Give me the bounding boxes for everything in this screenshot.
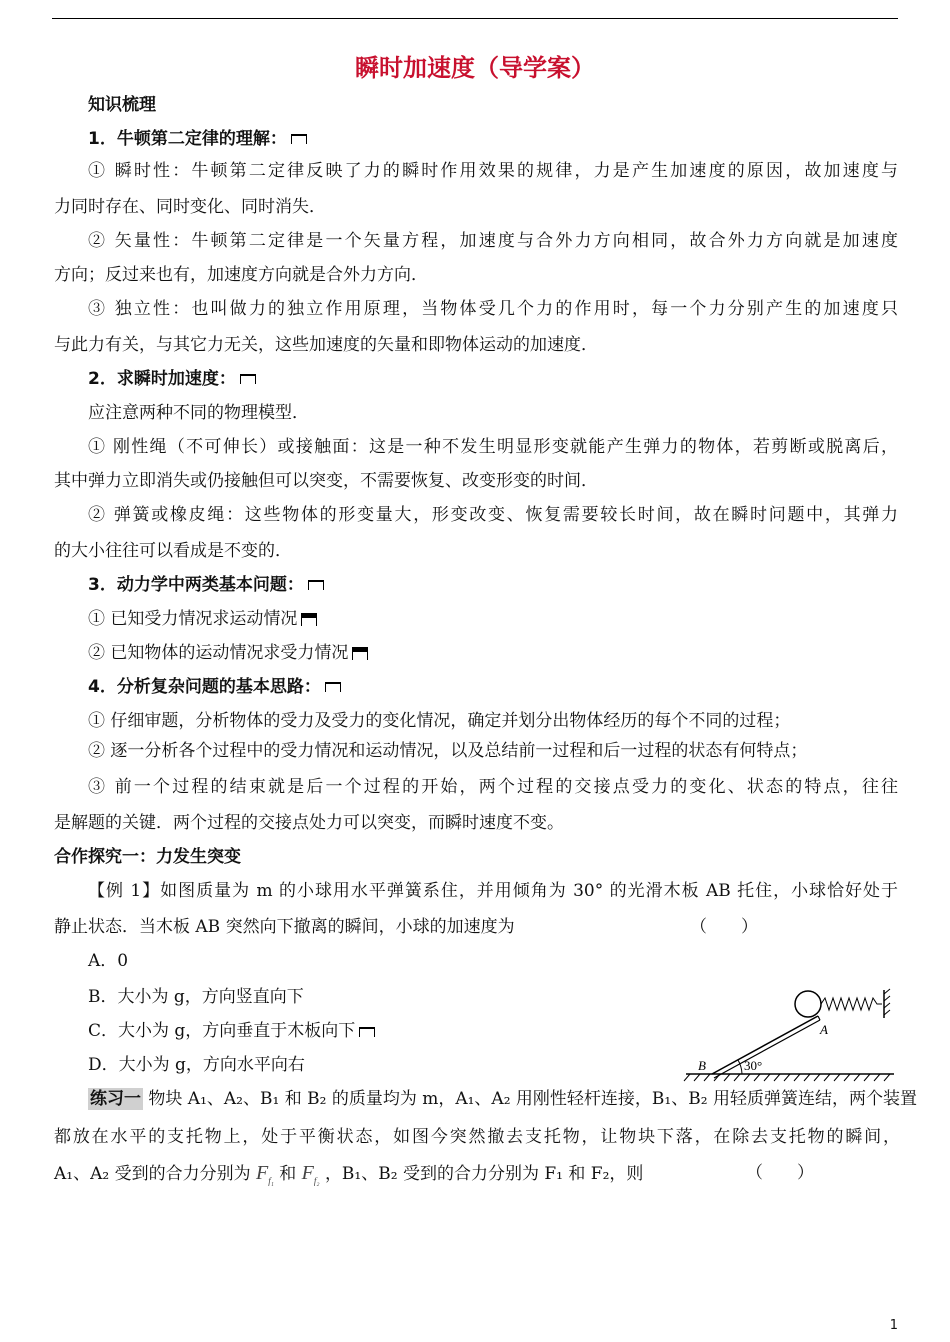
practice-tag: 练习一 xyxy=(90,1089,141,1109)
item4-heading: 4．分析复杂问题的基本思路： xyxy=(88,676,341,698)
item2-p1a: ① 刚性绳（不可伸长）或接触面：这是一种不发生明显形变就能产生弹力的物体，若剪断或脱离后， xyxy=(88,437,898,457)
item1-p1b: 力同时存在、同时变化、同时消失． xyxy=(54,197,326,217)
section-heading-coop: 合作探究一：力发生突变 xyxy=(54,847,241,867)
edit-mark-icon xyxy=(325,682,341,692)
ball xyxy=(795,991,821,1017)
board-top xyxy=(712,1016,818,1074)
practice1-line1: 练习一 物块 A₁、A₂、B₁ 和 B₂ 的质量均为 m，A₁、A₂ 用刚性轻杆连接，B₁、B₂ 用轻质弹簧连结，两个装置 xyxy=(90,1089,917,1109)
item4-p3b: 是解题的关键．两个过程的交接点处力可以突变，而瞬时速度不变。 xyxy=(54,813,564,833)
label-b: B xyxy=(698,1058,706,1073)
item3-p2: ② 已知物体的运动情况求受力情况 xyxy=(88,642,368,664)
item1-p3b: 与此力有关，与其它力无关，这些加速度的矢量和即物体运动的加速度． xyxy=(54,335,598,355)
option-c: C．大小为 g，方向垂直于木板向下 xyxy=(88,1020,375,1042)
practice1-line2: 都放在水平的支托物上，处于平衡状态，如图今突然撤去支托物，让物块下落，在除去支托物的瞬间， xyxy=(54,1127,900,1147)
angle-label: 30° xyxy=(744,1058,763,1073)
edit-mark-icon xyxy=(359,1027,375,1037)
edit-mark-icon xyxy=(240,374,256,384)
option-a: A．0 xyxy=(88,951,129,971)
option-d: D．大小为 g，方向水平向右 xyxy=(88,1055,305,1075)
item4-p3a: ③ 前一个过程的结束就是后一个过程的开始，两个过程的交接点受力的变化、状态的特点，往往 xyxy=(88,777,898,797)
edit-mark-icon xyxy=(308,580,324,590)
incline-figure xyxy=(680,986,900,1082)
angle-arc xyxy=(738,1060,742,1074)
item2-p1b: 其中弹力立即消失或仍接触但可以突变，不需要恢复、改变形变的时间． xyxy=(54,471,598,491)
edit-mark-icon xyxy=(352,647,368,660)
label-a: A xyxy=(820,1022,828,1037)
item2-p2a: ② 弹簧或橡皮绳：这些物体的形变量大，形变改变、恢复需要较长时间，故在瞬时问题中，其弹力 xyxy=(88,505,898,525)
item2-heading: 2．求瞬时加速度： xyxy=(88,368,256,390)
top-rule xyxy=(52,18,898,19)
example1-line2: 静止状态．当木板 AB 突然向下撤离的瞬间，小球的加速度为 xyxy=(54,917,515,937)
page-number: 1 xyxy=(889,1318,898,1333)
page-title: 瞬时加速度（导学案） xyxy=(355,54,595,82)
answer-paren: （ ） xyxy=(690,917,758,937)
option-b: B．大小为 g，方向竖直向下 xyxy=(88,987,304,1007)
practice1-line3: A₁、A₂ 受到的合力分别为 $F_{f_1}$ 和 $F_{f_2}$ ，B₁、B₂ 受到的合力分别为 F₁ 和 F₂，则 xyxy=(54,1162,644,1186)
force-f2: $F_{f_2}$ xyxy=(301,1162,320,1186)
item3-p1: ① 已知受力情况求运动情况 xyxy=(88,608,317,630)
edit-mark-icon xyxy=(301,613,317,626)
section-heading-knowledge: 知识梳理 xyxy=(88,95,156,115)
board-bottom xyxy=(714,1020,820,1078)
item1-p3a: ③ 独立性：也叫做力的独立作用原理，当物体受几个力的作用时，每一个力分别产生的加速度只 xyxy=(88,299,898,319)
item1-heading: 1．牛顿第二定律的理解： xyxy=(88,128,307,150)
item2-intro: 应注意两种不同的物理模型． xyxy=(88,403,309,423)
item4-p1: ① 仔细审题，分析物体的受力及受力的变化情况，确定并划分出物体经历的每个不同的过程； xyxy=(88,711,791,731)
item1-p2a: ② 矢量性：牛顿第二定律是一个矢量方程，加速度与合外力方向相同，故合外力方向就是加速度 xyxy=(88,231,898,251)
answer-paren: （ ） xyxy=(746,1163,814,1183)
item4-p2: ② 逐一分析各个过程中的受力情况和运动情况，以及总结前一过程和后一过程的状态有何特点； xyxy=(88,741,808,761)
item2-p2b: 的大小往往可以看成是不变的． xyxy=(54,541,292,561)
item1-p1a: ① 瞬时性：牛顿第二定律反映了力的瞬时作用效果的规律，力是产生加速度的原因，故加速度与 xyxy=(88,161,898,181)
example1-line1: 【例 1】如图质量为 m 的小球用水平弹簧系住，并用倾角为 30° 的光滑木板 AB 托住，小球恰好处于 xyxy=(88,881,898,901)
item3-heading: 3．动力学中两类基本问题： xyxy=(88,574,324,596)
item1-p2b: 方向；反过来也有，加速度方向就是合外力方向． xyxy=(54,265,428,285)
force-f1: $F_{f_1}$ xyxy=(256,1162,274,1186)
edit-mark-icon xyxy=(291,134,307,144)
spring xyxy=(821,998,882,1010)
